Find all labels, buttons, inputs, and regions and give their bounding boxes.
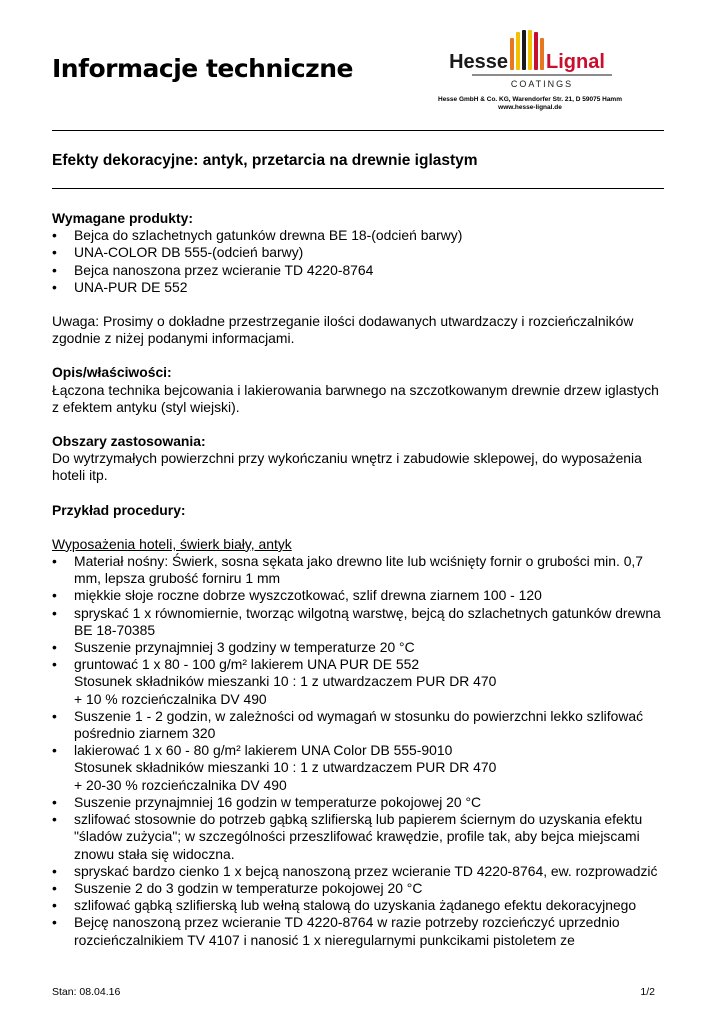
areas-heading: Obszary zastosowania:	[52, 433, 206, 450]
description-heading: Opis/właściwości:	[52, 364, 172, 381]
description-text: Łączona technika bejcowania i lakierowania barwnego na szczotkowanym drewnie drzew iglastych z efektem antyku (styl wiejski).	[52, 381, 659, 415]
step-line: Suszenie przynajmniej 3 godziny w temperaturze 20 °C	[74, 639, 415, 656]
step-line: Materiał nośny: Świerk, sosna sękata jako drewno lite lub wciśnięty fornir o grubości min. 0,7 mm, lepsza grubość forniru 1 mm	[74, 553, 644, 587]
step-item	[52, 863, 664, 880]
divider	[52, 188, 664, 189]
step-line: Stosunek składników mieszanki 10 : 1 z utwardzaczem PUR DR 470	[74, 673, 497, 690]
step-item	[52, 639, 664, 656]
step-item	[52, 880, 664, 897]
list-item: • UNA-PUR DE 552	[52, 279, 664, 296]
step-item	[52, 708, 664, 742]
step-line: spryskać 1 x równomiernie, tworząc wilgotną warstwę, bejcą do szlachetnych gatunków drewna BE 18-70385	[74, 604, 661, 638]
step-line: • lakierować 1 x 60 - 80 g/m² lakierem UNA Color DB 555-9010	[74, 742, 453, 759]
step-line: miękkie słoje roczne dobrze wyszczotkować, szlif drewna ziarnem 100 - 120	[74, 587, 542, 604]
step-line: szlifować stosownie do potrzeb gąbką szlifierską lub papierem ściernym do uzyskania efektu "śladów zużycia"; w szczególności przeszlifować krawędzie, profile tak, aby bejca miejscami znowu stała się widoczna.	[74, 811, 643, 862]
company-address	[380, 96, 680, 112]
step-line: + 20-30 % rozcieńczalnika DV 490	[74, 776, 287, 793]
step-line: Stosunek składników mieszanki 10 : 1 z utwardzaczem PUR DR 470	[74, 759, 497, 776]
note-text: Uwaga: Prosimy o dokładne przestrzeganie ilości dodawanych utwardzaczy i rozcieńczalników zgodnie z niżej podanymi informacjami.	[52, 313, 634, 347]
page-number: 1/2	[640, 986, 655, 998]
logo-fan-icon	[510, 30, 544, 70]
procedure-subheading: Wyposażenia hoteli, świerk biały, antyk	[52, 535, 292, 552]
step-line: szlifować gąbką szlifierską lub wełną stalową do uzyskania żądanego efektu dekoracyjnego	[74, 897, 637, 914]
step-item	[52, 811, 664, 863]
step-item	[52, 794, 664, 811]
website-link[interactable]: www.hesse-lignal.de	[498, 104, 562, 111]
procedure-steps	[52, 553, 664, 949]
products-heading: Wymagane produkty:	[52, 210, 193, 226]
address-line: Hesse GmbH & Co. KG, Warendorfer Str. 21, D 59075 Hamm	[438, 96, 622, 103]
step-item	[52, 897, 664, 914]
step-line: Suszenie 2 do 3 godzin w temperaturze pokojowej 20 °C	[74, 879, 423, 896]
divider	[52, 130, 664, 131]
document-title: Efekty dekoracyjne: antyk, przetarcia na drewnie iglastym	[52, 152, 478, 169]
step-line: • gruntować 1 x 80 - 100 g/m² lakierem UNA PUR DE 552	[74, 656, 420, 673]
step-item	[52, 742, 664, 794]
step-item	[52, 587, 664, 604]
step-line: Bejcę nanoszoną przez wcieranie TD 4220-8764 w razie potrzeby rozcieńczyć uprzednio rozcieńczalnikiem TV 4107 i nanosić 1 x nieregularnymi punkcikami pistoletem ze	[74, 914, 620, 948]
logo-word-left: Hesse	[449, 51, 508, 73]
logo-graphic	[432, 28, 632, 98]
document-body	[52, 210, 664, 949]
page-title: Informacje techniczne	[52, 54, 353, 83]
step-line: spryskać bardzo cienko 1 x bejcą nanoszoną przez wcieranie TD 4220-8764, ew. rozprowadzić	[74, 862, 658, 879]
step-line: Suszenie przynajmniej 16 godzin w temperaturze pokojowej 20 °C	[74, 793, 482, 810]
step-item	[52, 553, 664, 587]
step-line: + 10 % rozcieńczalnika DV 490	[74, 690, 267, 707]
step-item	[52, 656, 664, 708]
step-line: Suszenie 1 - 2 godzin, w zależności od wymagań w stosunku do powierzchni lekko szlifować pośrednio ziarnem 320	[74, 707, 644, 742]
list-item: • Bejca do szlachetnych gatunków drewna BE 18-(odcień barwy)	[52, 227, 664, 244]
step-item	[52, 914, 664, 948]
list-item: • Bejca nanoszona przez wcieranie TD 4220-8764	[52, 262, 664, 279]
step-item	[52, 605, 664, 639]
logo-word-right: Lignal	[546, 51, 605, 73]
list-item: • UNA-COLOR DB 555-(odcień barwy)	[52, 244, 664, 261]
areas-text: Do wytrzymałych powierzchni przy wykończaniu wnętrz i zabudowie sklepowej, do wyposażenia hoteli itp.	[52, 450, 642, 484]
footer-status: Stan: 08.04.16	[52, 986, 121, 998]
procedure-heading: Przykład procedury:	[52, 501, 186, 518]
products-list	[52, 227, 664, 296]
logo-tagline: COATINGS	[510, 79, 574, 89]
